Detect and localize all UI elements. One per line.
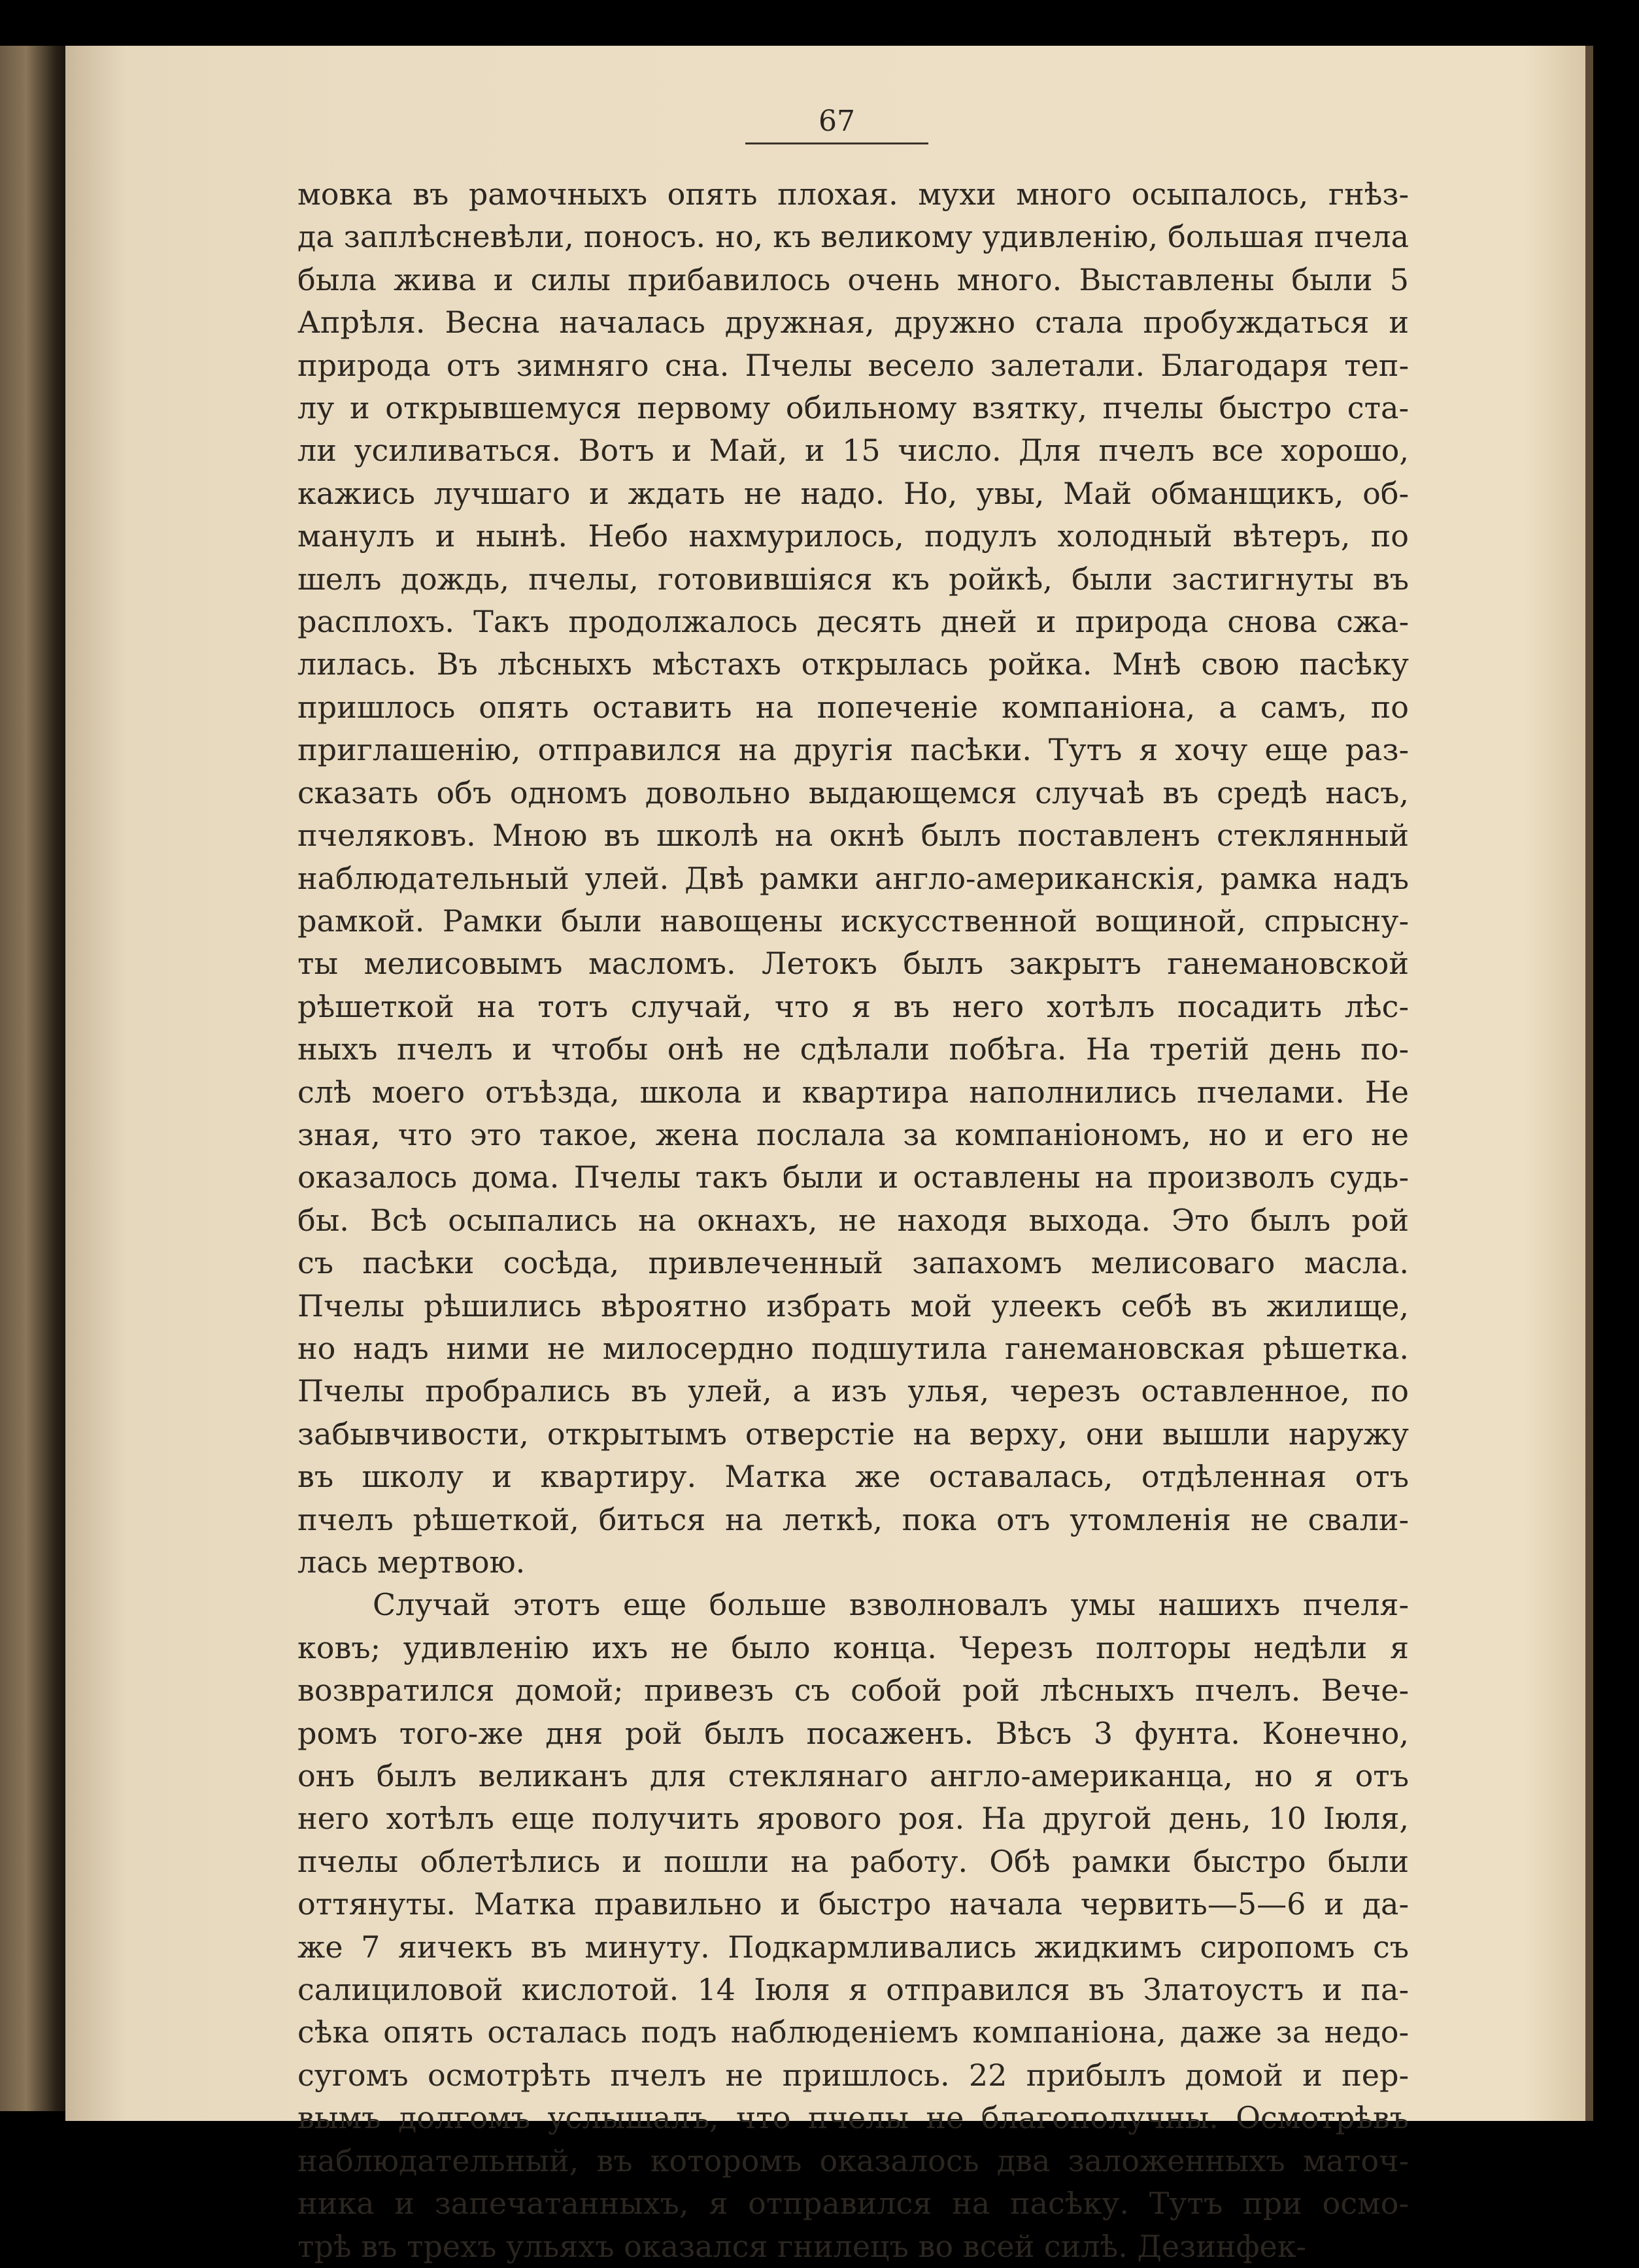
- text-line: Случай этотъ еще больше взволновалъ умы нашихъ пчеля-: [373, 1587, 1409, 1623]
- text-line: рамкой. Рамки были навощены искусственной вощиной, спрысну-: [297, 903, 1409, 939]
- text-line: природа отъ зимняго сна. Пчелы весело залетали. Благодаря теп-: [297, 347, 1409, 383]
- text-line: слѣ моего отъѣзда, школа и квартира наполнились пчелами. Не: [297, 1074, 1409, 1110]
- text-line: пчелы облетѣлись и пошли на работу. Обѣ рамки быстро были: [297, 1843, 1409, 1879]
- text-line: трѣ въ трехъ ульяхъ оказался гнилецъ во всей силѣ. Дезинфек-: [297, 2228, 1307, 2264]
- text-line: онъ былъ великанъ для стеклянаго англо-американца, но я отъ: [297, 1758, 1409, 1794]
- paragraph: [297, 1584, 1409, 2268]
- text-line: ника и запечатанныхъ, я отправился на пасѣку. Тутъ при осмо-: [297, 2186, 1409, 2222]
- text-line: но надъ ними не милосердно подшутила ганемановская рѣшетка.: [297, 1330, 1409, 1366]
- text-line: пчелъ рѣшеткой, биться на леткѣ, пока отъ утомленія не свали-: [297, 1501, 1409, 1537]
- text-line: зная, что это такое, жена послала за компаніономъ, но и его не: [297, 1116, 1409, 1152]
- text-line: расплохъ. Такъ продолжалось десять дней и природа снова сжа-: [297, 604, 1409, 640]
- text-line: сѣка опять осталась подъ наблюденіемъ компаніона, даже за недо-: [297, 2014, 1409, 2050]
- text-line: него хотѣлъ еще получить ярового роя. На другой день, 10 Іюля,: [297, 1801, 1409, 1837]
- page-number: 67: [819, 105, 855, 138]
- text-line: Пчелы рѣшились вѣроятно избрать мой улеекъ себѣ въ жилище,: [297, 1288, 1409, 1324]
- text-line: ковъ; удивленію ихъ не было конца. Черезъ полторы недѣли я: [297, 1629, 1409, 1665]
- text-line: приглашенію, отправился на другія пасѣки. Тутъ я хочу еще раз-: [297, 732, 1409, 768]
- text-line: вымъ долгомъ услышалъ, что пчелы не благополучны. Осмотрѣвъ: [297, 2100, 1409, 2136]
- text-line: мовка въ рамочныхъ опять плохая. мухи много осыпалось, гнѣз-: [297, 176, 1409, 212]
- text-line: съ пасѣки сосѣда, привлеченный запахомъ мелисоваго масла.: [297, 1245, 1409, 1281]
- text-line: же 7 яичекъ въ минуту. Подкармливались жидкимъ сиропомъ съ: [297, 1929, 1409, 1965]
- text-line: бы. Всѣ осыпались на окнахъ, не находя выхода. Это былъ рой: [297, 1202, 1409, 1238]
- text-line: наблюдательный, въ которомъ оказалось два заложенныхъ маточ-: [297, 2143, 1409, 2178]
- text-line: рѣшеткой на тотъ случай, что я въ него хотѣлъ посадить лѣс-: [297, 988, 1409, 1024]
- text-line: ромъ того-же дня рой былъ посаженъ. Вѣсъ 3 фунта. Конечно,: [297, 1715, 1409, 1751]
- text-line: сказать объ одномъ довольно выдающемся случаѣ въ средѣ насъ,: [297, 775, 1409, 810]
- text-line: шелъ дождь, пчелы, готовившіяся къ ройкѣ, были застигнуты въ: [297, 561, 1409, 597]
- header-rule: [745, 142, 928, 144]
- text-line: забывчивости, открытымъ отверстіе на верху, они вышли наружу: [297, 1416, 1409, 1452]
- book-spine-edge: [0, 46, 65, 2111]
- text-line: оказалось дома. Пчелы такъ были и оставлены на произволъ судь-: [297, 1159, 1409, 1195]
- text-line: была жива и силы прибавилось очень много. Выставлены были 5: [297, 261, 1409, 297]
- text-line: лась мертвою.: [297, 1544, 526, 1580]
- text-line: Пчелы пробрались въ улей, а изъ улья, черезъ оставленное, по: [297, 1373, 1409, 1409]
- text-line: ныхъ пчелъ и чтобы онѣ не сдѣлали побѣга. На третій день по-: [297, 1031, 1409, 1067]
- text-line: да заплѣсневѣли, поносъ. но, къ великому удивленію, большая пчела: [297, 219, 1409, 255]
- text-line: Апрѣля. Весна началась дружная, дружно стала пробуждаться и: [297, 305, 1409, 341]
- text-line: салициловой кислотой. 14 Іюля я отправился въ Златоустъ и па-: [297, 1972, 1409, 2008]
- text-line: сугомъ осмотрѣть пчелъ не пришлось. 22 прибылъ домой и пер-: [297, 2057, 1409, 2093]
- text-line: манулъ и нынѣ. Небо нахмурилось, подулъ холодный вѣтеръ, по: [297, 518, 1409, 554]
- text-line: ты мелисовымъ масломъ. Летокъ былъ закрытъ ганемановской: [297, 946, 1409, 982]
- text-line: пчеляковъ. Мною въ школѣ на окнѣ былъ поставленъ стеклянный: [297, 818, 1409, 854]
- text-line: лилась. Въ лѣсныхъ мѣстахъ открылась ройка. Мнѣ свою пасѣку: [297, 646, 1409, 682]
- paragraph: [297, 173, 1409, 1584]
- text-line: лу и открывшемуся первому обильному взятку, пчелы быстро ста-: [297, 390, 1409, 426]
- text-line: возвратился домой; привезъ съ собой рой лѣсныхъ пчелъ. Вече-: [297, 1673, 1409, 1709]
- text-line: въ школу и квартиру. Матка же оставалась, отдѣленная отъ: [297, 1459, 1409, 1495]
- text-line: оттянуты. Матка правильно и быстро начала червить—5—6 и да-: [297, 1886, 1409, 1922]
- body-text: [297, 173, 1409, 2268]
- text-line: кажись лучшаго и ждать не надо. Но, увы, Май обманщикъ, об-: [297, 475, 1409, 511]
- page-right-edge: [1585, 46, 1593, 2121]
- text-line: наблюдательный улей. Двѣ рамки англо-американскія, рамка надъ: [297, 860, 1409, 896]
- text-line: пришлось опять оставить на попеченіе компаніона, а самъ, по: [297, 689, 1409, 725]
- text-line: ли усиливаться. Вотъ и Май, и 15 число. Для пчелъ все хорошо,: [297, 433, 1409, 469]
